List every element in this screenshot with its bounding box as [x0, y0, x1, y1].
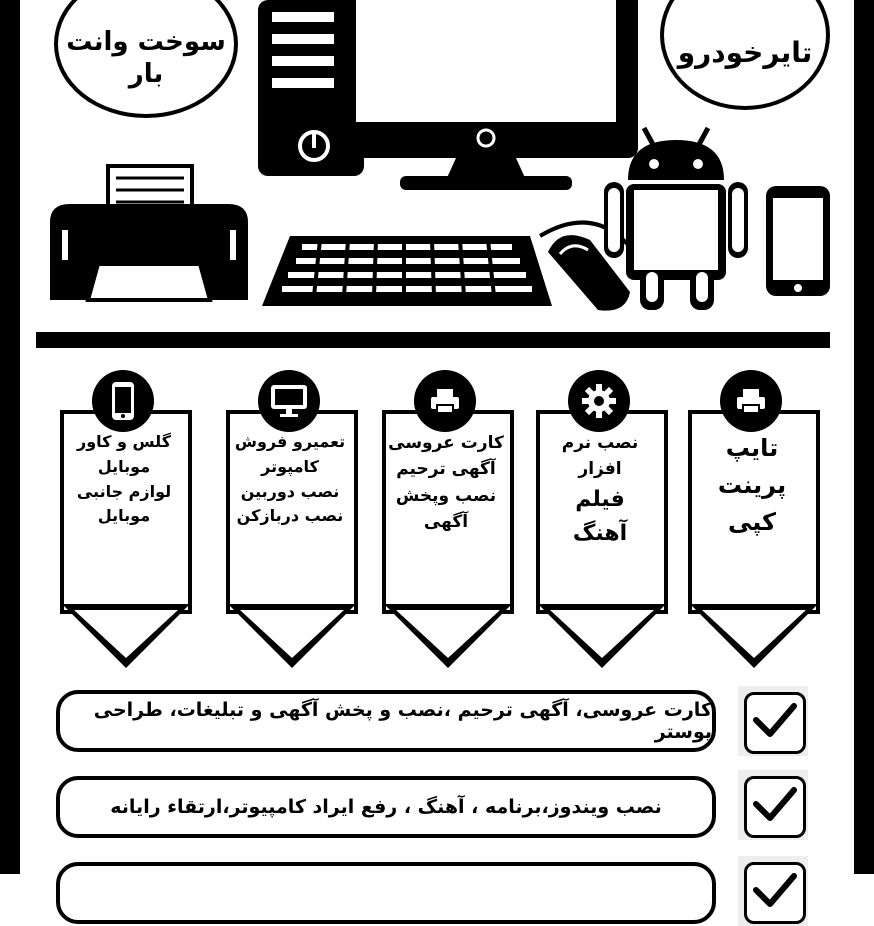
tag-pointer	[226, 602, 358, 672]
service-item-1-text: کارت عروسی، آگهی ترحیم ،نصب و پخش آگهی و تبلیغات، طراحی پوستر	[93, 699, 712, 743]
tire-line1: تایرخودرو	[677, 35, 813, 69]
tag-line: گلس و کاور	[76, 432, 171, 451]
tag-pointer	[382, 602, 514, 672]
computer-illustration	[0, 0, 874, 330]
tag-line: نصب دربازکن	[236, 506, 344, 526]
tag-pointer	[536, 602, 668, 672]
service-item-2-text: نصب ویندوز،برنامه ، آهنگ ، رفع ایراد کامپیوتر،ارتقاء رایانه	[110, 796, 662, 818]
tag-line: پرینت	[717, 471, 787, 500]
tag-line: تعمیرو فروش	[234, 432, 346, 451]
checkbox-3	[738, 856, 808, 926]
service-tag-2	[536, 370, 668, 670]
service-item-3	[56, 862, 716, 924]
tag-line: موبایل	[97, 456, 151, 476]
tag-text	[66, 430, 182, 529]
service-tag-1	[688, 370, 820, 670]
phone-icon	[92, 370, 154, 432]
tag-line: نصب دوربین	[240, 481, 340, 501]
tag-line: نصب وپخش	[395, 485, 497, 506]
printer-illustration	[50, 166, 248, 300]
tag-text	[542, 430, 658, 551]
tag-line: موبایل	[97, 506, 151, 526]
tag-line: آگهی	[423, 512, 469, 533]
service-tag-5	[60, 370, 192, 670]
tag-line: آهنگ	[572, 520, 628, 546]
service-item-2	[56, 776, 716, 838]
monitor-icon	[258, 370, 320, 432]
tag-pointer	[688, 602, 820, 672]
checkmark-icon	[738, 770, 808, 840]
tag-line: آگهی ترحیم	[396, 459, 496, 480]
tag-line: تایپ	[725, 434, 779, 462]
gear-icon	[568, 370, 630, 432]
checkbox-1	[738, 686, 808, 756]
tag-line: نصب نرم افزار	[561, 433, 639, 480]
tag-line: کپی	[727, 508, 777, 537]
tag-line: فیلم	[575, 486, 625, 512]
printer-icon	[414, 370, 476, 432]
checkmark-icon	[738, 856, 808, 926]
service-item-1	[56, 690, 716, 752]
phone-illustration	[766, 186, 830, 296]
fuel-van-line2: بار	[128, 59, 164, 89]
tag-text	[232, 430, 348, 529]
monitor-illustration	[334, 0, 638, 190]
fuel-van-line1: سوخت وانت	[66, 26, 226, 57]
service-tag-3	[382, 370, 514, 670]
tag-line: لوازم جانبی	[76, 481, 172, 501]
tag-text	[388, 430, 504, 535]
tag-line: کامپوتر	[261, 456, 319, 476]
tag-pointer	[60, 602, 192, 672]
tag-text	[694, 430, 810, 542]
tag-line: کارت عروسی	[388, 433, 504, 453]
service-tag-4	[226, 370, 358, 670]
checkbox-2	[738, 770, 808, 840]
section-divider	[36, 332, 830, 348]
printer-icon	[720, 370, 782, 432]
checkmark-icon	[738, 686, 808, 756]
